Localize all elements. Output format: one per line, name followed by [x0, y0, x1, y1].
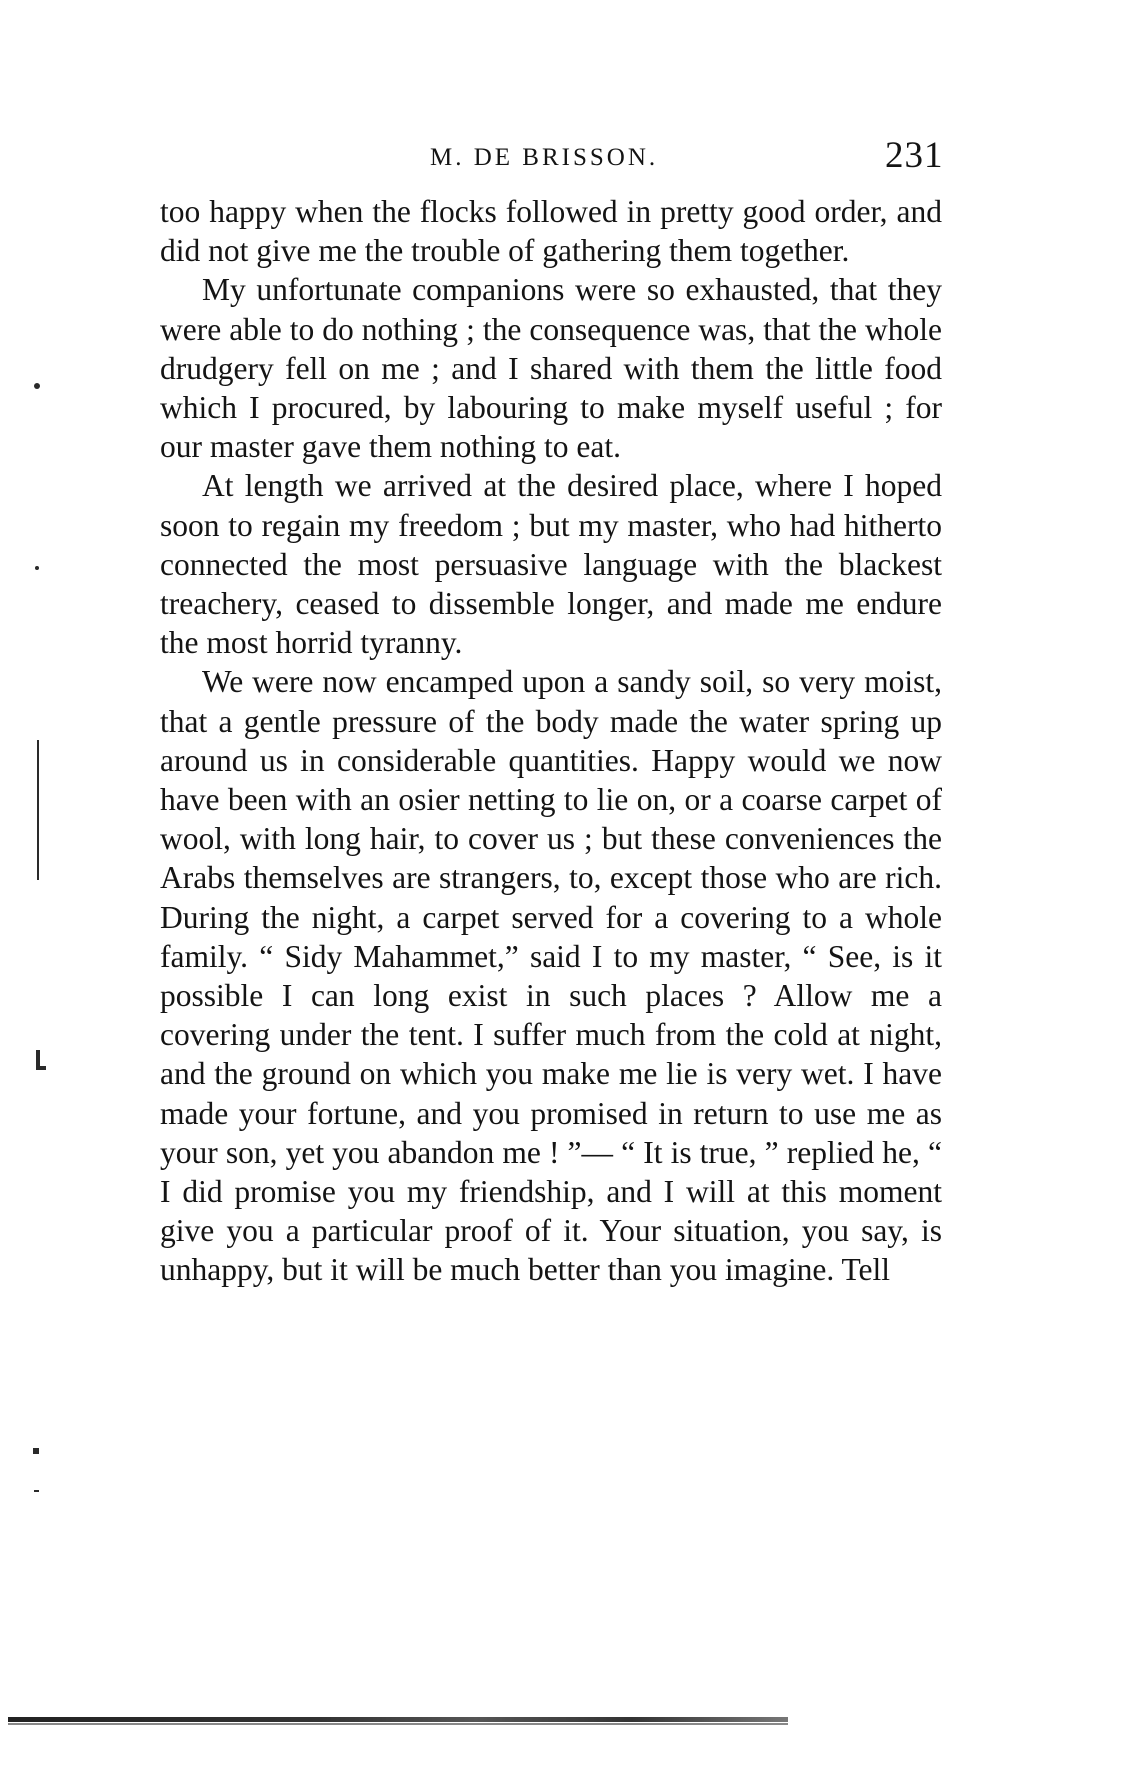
running-head — [150, 130, 950, 180]
paragraph-encampment: We were now encamped upon a sandy soil, so very moist, that a gentle pressure of the body made the water spring up around us in considerable quantities. Happy would we now have been with an osier netting to lie on, or a coarse carpet of wool, with long hair, to cover us ; but these conveniences the Arabs themselves are strangers, to, except those who are rich. During the night, a carpet served for a covering to a whole family. “ Sidy Mahammet,” said I to my master, “ See, is it possible I can long exist in such places ? Allow me a covering under the tent. I suffer much from the cold at night, and the ground on which you make me lie is very wet. I have made your fortune, and you promised in return to use me as your son, yet you abandon me ! ”— “ It is true, ” replied he, “ I did promise you my friendship, and I will at this moment give you a particular proof of it. Your situation, you say, is unhappy, but it will be much better than you imagine. Tell — [160, 664, 942, 1288]
margin-mark — [33, 1448, 39, 1454]
running-title: M. DE BRISSON. — [430, 144, 659, 171]
paragraph-arrival: At length we arrived at the desired place, where I hoped soon to regain my freedom ; but my master, who had hitherto connected the most persuasive language with the blackest treachery, ceased to dissemble longer, and made me endure the most horrid tyranny. — [160, 468, 942, 661]
margin-mark — [36, 1066, 46, 1070]
bottom-rule — [8, 1717, 788, 1722]
bottom-rule-shadow — [8, 1723, 788, 1725]
body-text — [160, 192, 942, 1290]
paragraph-companions: My unfortunate companions were so exhausted, that they were able to do nothing ; the consequence was, that the whole drudgery fell on me ; and I shared with them the little food which I procured, by labouring to make myself useful ; for our master gave them nothing to eat. — [160, 272, 942, 465]
margin-mark — [34, 1490, 39, 1492]
margin-mark — [34, 383, 40, 389]
margin-mark — [35, 566, 39, 570]
margin-mark — [37, 740, 39, 880]
page-number: 231 — [885, 135, 944, 176]
paragraph-continued: too happy when the flocks followed in pretty good order, and did not give me the trouble of gathering them together. — [160, 194, 942, 269]
